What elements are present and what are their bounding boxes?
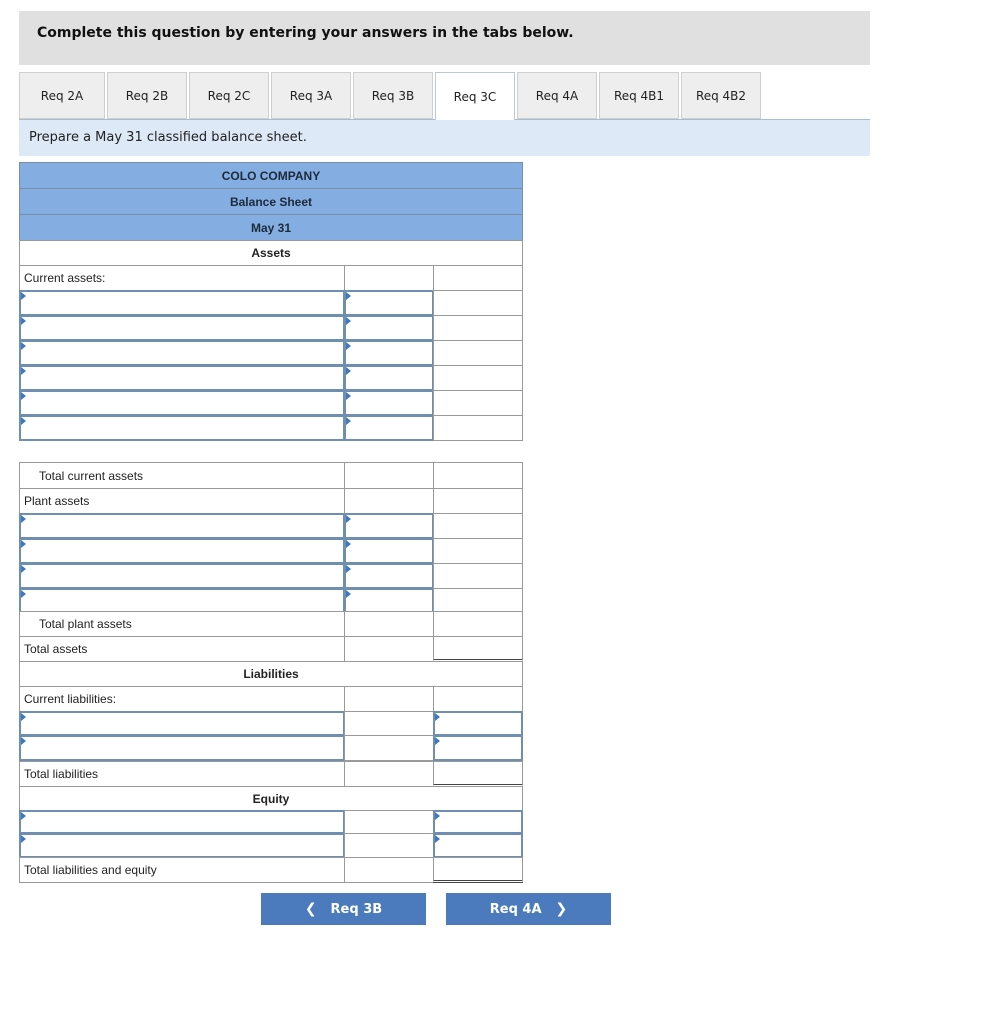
account-select[interactable] bbox=[19, 538, 345, 564]
company-name: COLO COMPANY bbox=[19, 162, 523, 189]
amount-input[interactable] bbox=[433, 735, 523, 761]
tab-req-2a[interactable]: Req 2A bbox=[19, 72, 105, 119]
amount-input[interactable] bbox=[344, 365, 434, 391]
blank-cell bbox=[344, 462, 434, 489]
blank-cell bbox=[433, 538, 523, 564]
plant-assets-row bbox=[19, 488, 523, 514]
amount-input[interactable] bbox=[433, 833, 523, 858]
plant-assets-label: Plant assets bbox=[19, 488, 345, 514]
blank-cell bbox=[433, 588, 523, 613]
instruction-text: Prepare a May 31 classified balance sheet. bbox=[29, 130, 307, 145]
account-select[interactable] bbox=[19, 340, 345, 366]
tab-req-3a[interactable]: Req 3A bbox=[271, 72, 351, 119]
amount-input[interactable] bbox=[344, 290, 434, 316]
equity-entry-row bbox=[19, 833, 523, 858]
total-plant-assets-row bbox=[19, 611, 523, 637]
blank-cell bbox=[433, 290, 523, 316]
total-liabilities-equity-label: Total liabilities and equity bbox=[19, 857, 345, 883]
blank-cell bbox=[433, 340, 523, 366]
amount-input[interactable] bbox=[433, 711, 523, 736]
account-select[interactable] bbox=[19, 365, 345, 391]
liability-entry-row bbox=[19, 711, 523, 736]
amount-input[interactable] bbox=[344, 513, 434, 539]
account-select[interactable] bbox=[19, 588, 345, 613]
blank-cell bbox=[433, 513, 523, 539]
chevron-left-icon: ❮ bbox=[304, 901, 317, 917]
account-select[interactable] bbox=[19, 290, 345, 316]
amount-input[interactable] bbox=[344, 340, 434, 366]
account-select[interactable] bbox=[19, 833, 345, 858]
prev-req-label: Req 3B bbox=[330, 901, 383, 917]
liabilities-heading: Liabilities bbox=[19, 661, 523, 687]
instruction-bar bbox=[19, 120, 870, 156]
blank-cell bbox=[344, 711, 434, 736]
blank-cell bbox=[433, 415, 523, 441]
blank-cell bbox=[433, 315, 523, 341]
total-liabilities-equity-value bbox=[433, 857, 523, 883]
tab-req-4b1[interactable]: Req 4B1 bbox=[599, 72, 679, 119]
blank-cell bbox=[344, 735, 434, 761]
account-select[interactable] bbox=[19, 513, 345, 539]
amount-input[interactable] bbox=[344, 563, 434, 589]
amount-input[interactable] bbox=[344, 315, 434, 341]
total-current-assets-value bbox=[433, 462, 523, 489]
account-select[interactable] bbox=[19, 711, 345, 736]
account-select[interactable] bbox=[19, 810, 345, 834]
statement-date: May 31 bbox=[19, 214, 523, 241]
amount-input[interactable] bbox=[344, 390, 434, 416]
total-plant-assets-label: Total plant assets bbox=[19, 611, 345, 637]
plant-asset-entry-row bbox=[19, 563, 523, 589]
account-select[interactable] bbox=[19, 735, 345, 761]
blank-cell bbox=[433, 488, 523, 514]
current-asset-entry-row bbox=[19, 340, 523, 366]
total-assets-value bbox=[433, 636, 523, 662]
current-assets-label: Current assets: bbox=[19, 265, 345, 291]
plant-asset-entry-row bbox=[19, 513, 523, 539]
amount-input[interactable] bbox=[344, 588, 434, 613]
current-asset-entry-row bbox=[19, 415, 523, 441]
current-assets-row bbox=[19, 265, 523, 291]
blank-cell bbox=[344, 636, 434, 662]
current-liabilities-label: Current liabilities: bbox=[19, 686, 345, 712]
account-select[interactable] bbox=[19, 315, 345, 341]
current-asset-entry-row bbox=[19, 315, 523, 341]
total-liabilities-row bbox=[19, 761, 523, 787]
chevron-right-icon: ❯ bbox=[555, 901, 568, 917]
requirement-tabs bbox=[19, 72, 870, 120]
blank-cell bbox=[344, 833, 434, 858]
amount-input[interactable] bbox=[433, 810, 523, 834]
blank-cell bbox=[344, 857, 434, 883]
liability-entry-row bbox=[19, 735, 523, 761]
account-select[interactable] bbox=[19, 390, 345, 416]
tab-req-2c[interactable]: Req 2C bbox=[189, 72, 269, 119]
blank-cell bbox=[433, 390, 523, 416]
blank-cell bbox=[344, 761, 434, 787]
current-liabilities-row bbox=[19, 686, 523, 712]
next-req-label: Req 4A bbox=[489, 901, 542, 917]
blank-cell bbox=[344, 810, 434, 834]
blank-cell bbox=[433, 365, 523, 391]
plant-asset-entry-row bbox=[19, 588, 523, 613]
equity-entry-row bbox=[19, 810, 523, 834]
blank-cell bbox=[344, 611, 434, 637]
tab-req-2b[interactable]: Req 2B bbox=[107, 72, 187, 119]
current-asset-entry-row bbox=[19, 290, 523, 316]
current-asset-entry-row bbox=[19, 390, 523, 416]
blank-cell bbox=[433, 686, 523, 712]
total-current-assets-row bbox=[19, 462, 523, 489]
total-assets-label: Total assets bbox=[19, 636, 345, 662]
total-assets-row bbox=[19, 636, 523, 662]
total-liabilities-equity-row bbox=[19, 857, 523, 883]
blank-cell bbox=[433, 265, 523, 291]
statement-title: Balance Sheet bbox=[19, 188, 523, 215]
blank-cell bbox=[344, 488, 434, 514]
total-liabilities-value bbox=[433, 761, 523, 787]
plant-asset-entry-row bbox=[19, 538, 523, 564]
instructions-banner bbox=[19, 11, 870, 65]
account-select[interactable] bbox=[19, 415, 345, 441]
blank-cell bbox=[344, 686, 434, 712]
total-plant-assets-value bbox=[433, 611, 523, 637]
total-current-assets-label: Total current assets bbox=[19, 462, 345, 489]
next-req-button[interactable] bbox=[446, 893, 611, 925]
banner-title: Complete this question by entering your answers in the tabs below. bbox=[37, 25, 574, 41]
equity-heading: Equity bbox=[19, 786, 523, 812]
tab-req-3c[interactable]: Req 3C bbox=[435, 72, 515, 121]
current-asset-entry-row bbox=[19, 365, 523, 391]
blank-cell bbox=[344, 265, 434, 291]
prev-req-button[interactable] bbox=[261, 893, 426, 925]
total-liabilities-label: Total liabilities bbox=[19, 761, 345, 787]
amount-input[interactable] bbox=[344, 415, 434, 441]
assets-heading: Assets bbox=[19, 240, 523, 266]
account-select[interactable] bbox=[19, 563, 345, 589]
tab-req-4b2[interactable]: Req 4B2 bbox=[681, 72, 761, 119]
tab-req-3b[interactable]: Req 3B bbox=[353, 72, 433, 119]
blank-cell bbox=[433, 563, 523, 589]
amount-input[interactable] bbox=[344, 538, 434, 564]
tab-req-4a[interactable]: Req 4A bbox=[517, 72, 597, 119]
